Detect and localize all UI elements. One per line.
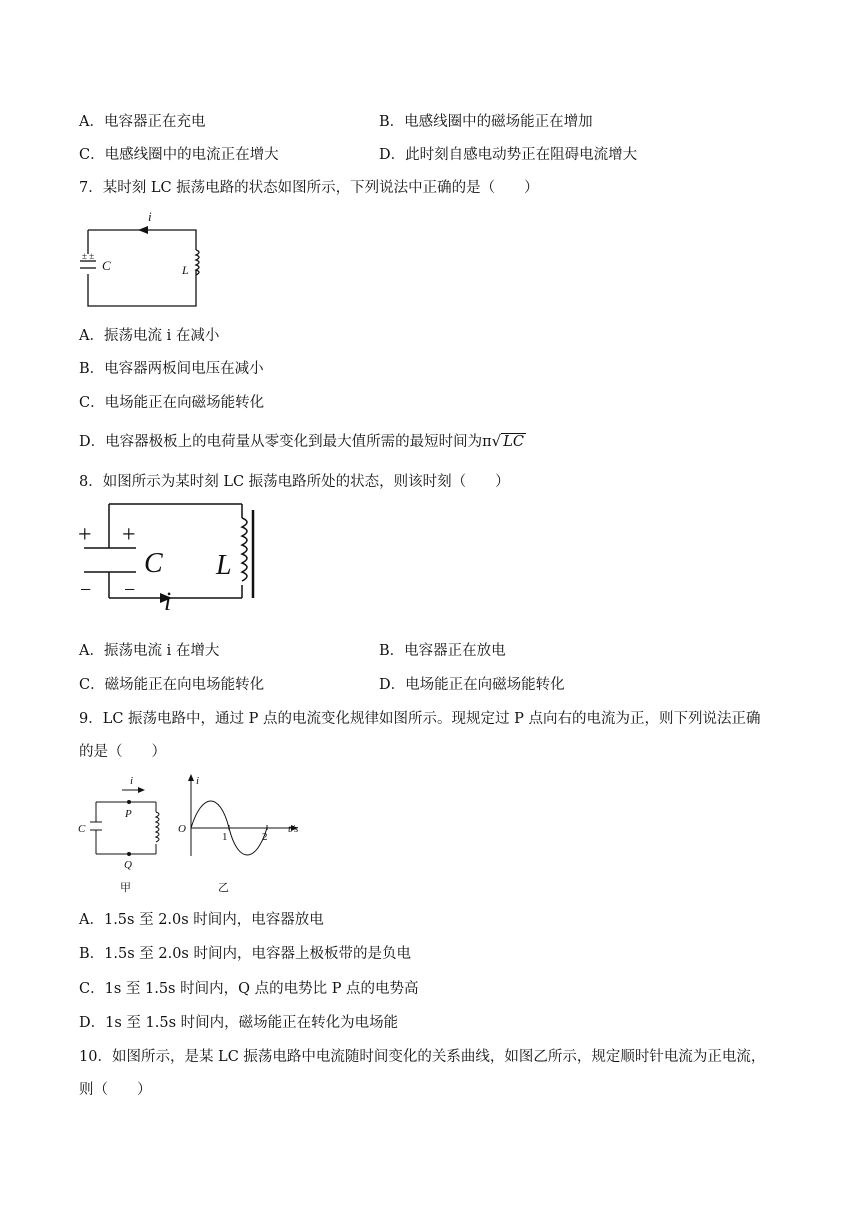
sqrt-symbol: √ [491, 432, 502, 450]
q8-label-l: L [216, 550, 232, 581]
q7-option-b: B．电容器两板间电压在减小 [79, 361, 264, 377]
q9-axis-x: t/s [288, 823, 299, 835]
q9-option-c: C．1s 至 1.5s 时间内，Q 点的电势比 P 点的电势高 [79, 981, 419, 997]
q9-option-b: B．1.5s 至 2.0s 时间内，电容器上极板带的是负电 [79, 946, 411, 962]
q7-circuit-figure [76, 208, 216, 313]
q9-stem-line2: 的是（ ） [79, 744, 166, 760]
q8-label-c: C [144, 548, 163, 579]
q9-caption-left: 甲 [120, 882, 131, 894]
q7-label-c: C [102, 258, 111, 273]
q9-option-d: D．1s 至 1.5s 时间内，磁场能正在转化为电场能 [79, 1015, 399, 1031]
q9-caption-right: 乙 [218, 882, 229, 894]
q8-circuit-figure [76, 500, 266, 616]
q6-option-a: A．电容器正在充电 [79, 114, 206, 130]
q9-option-a: A．1.5s 至 2.0s 时间内，电容器放电 [79, 912, 324, 928]
q7-option-d-text: D．电容器极板上的电荷量从零变化到最大值所需的最短时间为π [79, 434, 492, 450]
q9-label-p: P [125, 808, 132, 820]
q8-option-a: A．振荡电流 i 在增大 [79, 643, 220, 659]
q7-current-arrow [138, 226, 148, 234]
q9-origin: O [178, 823, 186, 835]
q9-axis-y: i [196, 775, 200, 787]
q7-label-l: L [182, 263, 189, 277]
q9-label-q: Q [124, 859, 132, 871]
q8-stem: 8．如图所示为某时刻 LC 振荡电路所处的状态，则该时刻（ ） [79, 474, 510, 490]
q7-option-d-formula: LC [503, 434, 524, 450]
q9-current-arrow [138, 787, 145, 793]
q8-plus-outer: + [78, 522, 92, 548]
q10-stem-line1: 10．如图所示，是某 LC 振荡电路中电流随时间变化的关系曲线，如图乙所示，规定顺时针电流为正电流， [79, 1049, 766, 1065]
q9-tick-2: 2 [262, 831, 268, 843]
q8-minus-inner: − [124, 579, 136, 601]
q8-minus-outer: − [80, 579, 92, 601]
q6-option-b: B．电感线圈中的磁场能正在增加 [379, 114, 593, 130]
q9-label-c: C [78, 823, 86, 835]
q7-option-c: C．电场能正在向磁场能转化 [79, 395, 265, 411]
svg-text:± ±: ± ± [82, 251, 95, 261]
q7-option-a: A．振荡电流 i 在减小 [79, 328, 220, 344]
q8-option-c: C．磁场能正在向电场能转化 [79, 677, 265, 693]
q9-tick-1: 1 [222, 831, 228, 843]
q7-stem: 7．某时刻 LC 振荡电路的状态如图所示，下列说法中正确的是（ ） [79, 180, 539, 196]
q8-option-d: D．电场能正在向磁场能转化 [379, 677, 565, 693]
q9-stem-line1: 9．LC 振荡电路中，通过 P 点的电流变化规律如图所示。现规定过 P 点向右的电流为正，则下列说法正确 [79, 711, 761, 727]
q10-stem-line2: 则（ ） [79, 1082, 152, 1098]
q6-option-c: C．电感线圈中的电流正在增大 [79, 147, 279, 163]
q9-circuit-figure [76, 772, 176, 897]
q8-plus-inner: + [122, 522, 136, 548]
q8-label-i: i [164, 587, 172, 616]
q9-label-i: i [130, 775, 134, 787]
q8-option-b: B．电容器正在放电 [379, 643, 506, 659]
q9-graph-figure [176, 772, 306, 897]
q6-option-d: D．此时刻自感电动势正在阻碍电流增大 [379, 147, 638, 163]
q7-label-i: i [148, 209, 152, 224]
q7-option-d [79, 431, 526, 452]
